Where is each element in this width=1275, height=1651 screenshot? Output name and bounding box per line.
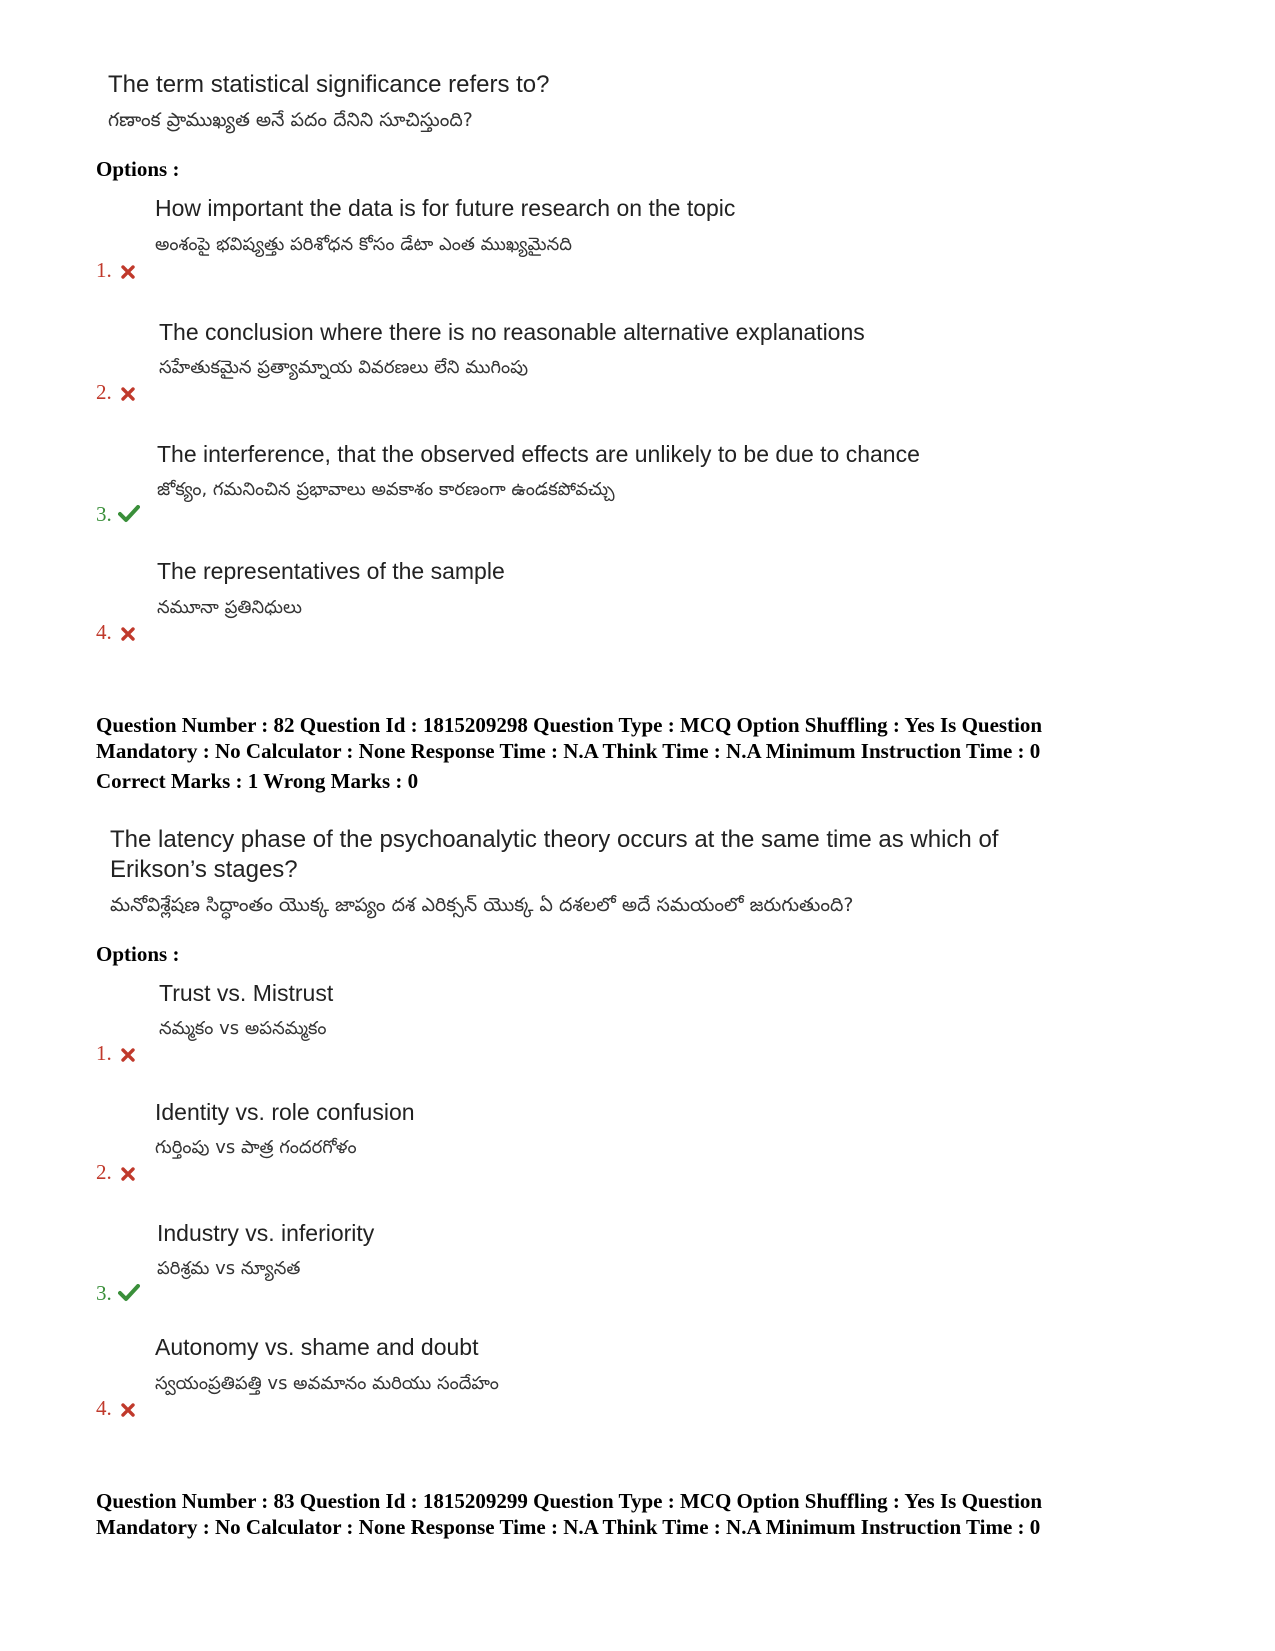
question-meta-line: Question Number : 83 Question Id : 1815209299 Question Type : MCQ Option Shuffling : Yes Is Question	[96, 1489, 1043, 1513]
option-text-te: అంశంపై భవిష్యత్తు పరిశోధన కోసం డేటా ఎంత ముఖ్యమైనది	[155, 234, 572, 255]
question-text-en: The latency phase of the psychoanalytic theory occurs at the same time as which of	[110, 826, 999, 853]
cross-icon	[120, 264, 136, 280]
question-text-en: The term statistical significance refers to?	[108, 71, 550, 98]
checkmark-icon	[118, 1284, 140, 1302]
question-meta-marks: Correct Marks : 1 Wrong Marks : 0	[96, 769, 419, 793]
option-text-te: నమ్మకం vs అపనమ్మకం	[159, 1018, 327, 1039]
question-meta-line: Mandatory : No Calculator : None Response Time : N.A Think Time : N.A Minimum Instruction Time : 0	[96, 739, 1041, 763]
question-meta-line: Mandatory : No Calculator : None Response Time : N.A Think Time : N.A Minimum Instruction Time : 0	[96, 1515, 1041, 1539]
option-text-te: జోక్యం, గమనించిన ప్రభావాలు అవకాశం కారణంగా ఉండకపోవచ్చు	[157, 479, 615, 500]
option-text-te: స్వయంప్రతిపత్తి vs అవమానం మరియు సందేహం	[155, 1373, 499, 1394]
option-text-en: Autonomy vs. shame and doubt	[155, 1334, 479, 1360]
options-label: Options :	[96, 942, 180, 966]
cross-icon	[120, 1402, 136, 1418]
option-text-te: సహేతుకమైన ప్రత్యామ్నాయ వివరణలు లేని ముగింపు	[159, 357, 529, 378]
option-text-en: The conclusion where there is no reasonable alternative explanations	[159, 319, 865, 345]
option-text-en: How important the data is for future research on the topic	[155, 195, 736, 221]
question-text-te: మనోవిశ్లేషణ సిద్ధాంతం యొక్క జాప్యం దశ ఎరిక్సన్ యొక్క ఏ దశలలో అదే సమయంలో జరుగుతుంది?	[110, 894, 854, 916]
option-number: 3.	[96, 1281, 112, 1305]
option-number: 2.	[96, 1160, 112, 1184]
option-number: 3.	[96, 502, 112, 526]
cross-icon	[120, 1166, 136, 1182]
question-text-en: Erikson’s stages?	[110, 856, 298, 883]
option-text-en: The representatives of the sample	[157, 558, 505, 584]
option-text-en: Identity vs. role confusion	[155, 1099, 415, 1125]
option-number: 2.	[96, 380, 112, 404]
question-text-te: గణాంక ప్రాముఖ్యత అనే పదం దేనిని సూచిస్తుంది?	[108, 109, 473, 131]
checkmark-icon	[118, 505, 140, 523]
option-text-te: పరిశ్రమ vs న్యూనత	[157, 1258, 301, 1279]
options-label: Options :	[96, 157, 180, 181]
option-text-en: The interference, that the observed effects are unlikely to be due to chance	[157, 441, 920, 467]
option-number: 4.	[96, 620, 112, 644]
option-text-te: నమూనా ప్రతినిధులు	[157, 597, 303, 618]
question-meta-line: Question Number : 82 Question Id : 1815209298 Question Type : MCQ Option Shuffling : Yes Is Question	[96, 713, 1043, 737]
option-number: 4.	[96, 1396, 112, 1420]
option-text-en: Industry vs. inferiority	[157, 1220, 375, 1246]
cross-icon	[120, 626, 136, 642]
option-number: 1.	[96, 1041, 112, 1065]
cross-icon	[120, 386, 136, 402]
option-number: 1.	[96, 258, 112, 282]
option-text-te: గుర్తింపు vs పాత్ర గందరగోళం	[155, 1137, 357, 1158]
cross-icon	[120, 1047, 136, 1063]
option-text-en: Trust vs. Mistrust	[159, 980, 334, 1006]
